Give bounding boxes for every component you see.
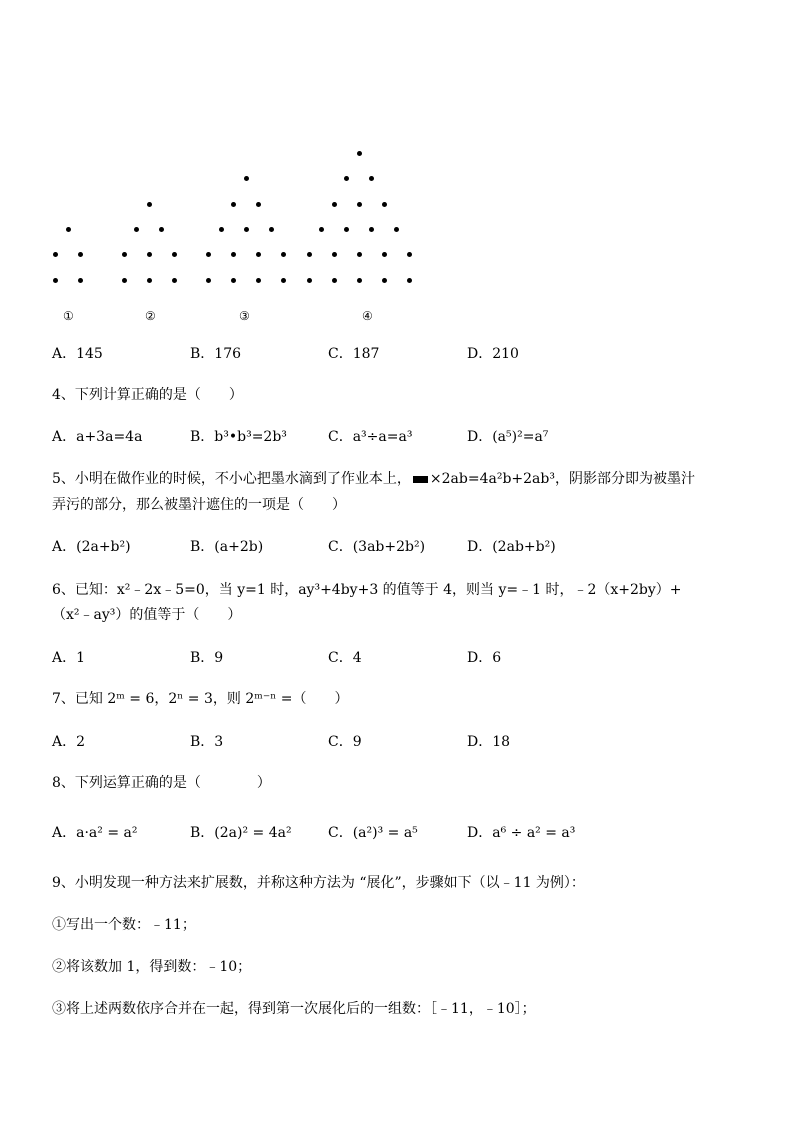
q7-option-a: A．2 (52, 734, 86, 750)
pattern-dot (382, 252, 387, 257)
q3-option-c: C．187 (328, 346, 380, 362)
pattern-dot (159, 227, 164, 232)
pattern-dot (332, 278, 337, 283)
q6-option-a: A．1 (52, 650, 86, 666)
q9-step-2: ②将该数加 1，得到数：﹣10； (52, 959, 252, 975)
pattern-dot (369, 176, 374, 181)
q7-option-b: B．3 (190, 734, 224, 750)
q5-option-d: D．(2ab+b²) (467, 539, 556, 555)
q5-stem-line2: 弄污的部分，那么被墨汁遮住的一项是（ ） (52, 497, 346, 513)
q6-option-d: D．6 (467, 650, 502, 666)
pattern-dot (344, 176, 349, 181)
q9-step-3: ③将上述两数依序合并在一起，得到第一次展化后的一组数：［﹣11，﹣10］； (52, 1001, 536, 1017)
pattern-dot (244, 176, 249, 181)
pattern-dot (231, 252, 236, 257)
pattern-dot (407, 252, 412, 257)
pattern-dot (244, 227, 249, 232)
q5-option-c: C．(3ab+2b²) (328, 539, 426, 555)
q7-option-c: C．9 (328, 734, 362, 750)
q4-option-a: A．a+3a=4a (52, 429, 143, 445)
pattern-dot (407, 278, 412, 283)
q4-option-d: D．(a⁵)²=a⁷ (467, 429, 549, 445)
q3-option-a: A．145 (52, 346, 103, 362)
pattern-dot (206, 252, 211, 257)
pattern-dot (256, 202, 261, 207)
pattern-dot (53, 252, 58, 257)
pattern-dot (53, 278, 58, 283)
pattern-dot (357, 151, 362, 156)
pattern-dot (219, 227, 224, 232)
pattern-dot (147, 202, 152, 207)
q7-stem: 7、已知 2ᵐ = 6，2ⁿ = 3，则 2ᵐ⁻ⁿ =（ ） (52, 691, 349, 707)
q9-step-1: ①写出一个数：﹣11； (52, 917, 196, 933)
figure-label-3: ③ (239, 309, 250, 323)
q5-option-a: A．(2a+b²) (52, 539, 131, 555)
pattern-dot (357, 278, 362, 283)
q5-stem-part2: ×2ab=4a²b+2ab³，阴影部分即为被墨汁 (429, 471, 695, 487)
pattern-dot (78, 252, 83, 257)
q4-stem: 4、下列计算正确的是（ ） (52, 387, 243, 403)
figure-label-1: ① (63, 309, 74, 323)
pattern-dot (319, 227, 324, 232)
pattern-dot (332, 252, 337, 257)
q5-stem-line1 (52, 470, 695, 488)
figure-label-4: ④ (362, 309, 373, 323)
pattern-dot (172, 278, 177, 283)
pattern-dot (369, 227, 374, 232)
q8-option-a: A．a·a² = a² (52, 825, 138, 841)
q8-option-d: D．a⁶ ÷ a² = a³ (467, 825, 576, 841)
pattern-dot (256, 278, 261, 283)
pattern-dot (134, 227, 139, 232)
q6-stem-line2: （x²﹣ay³）的值等于（ ） (52, 607, 242, 623)
pattern-dot (307, 278, 312, 283)
pattern-dot (307, 252, 312, 257)
pattern-dot (382, 278, 387, 283)
pattern-dot (122, 278, 127, 283)
q6-option-b: B．9 (190, 650, 224, 666)
q5-option-b: B．(a+2b) (190, 539, 264, 555)
pattern-dot (357, 202, 362, 207)
pattern-dot (231, 202, 236, 207)
q3-option-b: B．176 (190, 346, 242, 362)
q4-option-b: B．b³•b³=2b³ (190, 429, 287, 445)
q3-option-d: D．210 (467, 346, 519, 362)
pattern-dot (231, 278, 236, 283)
q8-option-c: C．(a²)³ = a⁵ (328, 825, 418, 841)
pattern-dot (147, 278, 152, 283)
q9-stem: 9、小明发现一种方法来扩展数，并称这种方法为 “展化”，步骤如下（以﹣11 为例）： (52, 875, 585, 891)
q4-option-c: C．a³÷a=a³ (328, 429, 413, 445)
pattern-dot (206, 278, 211, 283)
pattern-dot (269, 227, 274, 232)
pattern-dot (281, 252, 286, 257)
pattern-dot (78, 278, 83, 283)
q6-stem-line1: 6、已知：x²﹣2x﹣5=0，当 y=1 时，ay³+4by+3 的值等于 4，则当 y=﹣1 时，﹣2（x+2by）+ (52, 582, 682, 598)
q5-stem-part1: 5、小明在做作业的时候，不小心把墨水滴到了作业本上， (52, 471, 411, 487)
pattern-dot (357, 252, 362, 257)
q6-option-c: C．4 (328, 650, 362, 666)
pattern-dot (172, 252, 177, 257)
pattern-dot (256, 252, 261, 257)
q8-option-b: B．(2a)² = 4a² (190, 825, 292, 841)
figure-label-2: ② (145, 309, 156, 323)
pattern-dot (344, 227, 349, 232)
pattern-dot (394, 227, 399, 232)
pattern-dot (382, 202, 387, 207)
pattern-dot (332, 202, 337, 207)
pattern-dot (147, 252, 152, 257)
pattern-dot (122, 252, 127, 257)
q8-stem: 8、下列运算正确的是（ ） (52, 775, 271, 791)
pattern-dot (66, 227, 71, 232)
q7-option-d: D．18 (467, 734, 511, 750)
ink-blot-icon (413, 476, 428, 483)
pattern-dot (281, 278, 286, 283)
